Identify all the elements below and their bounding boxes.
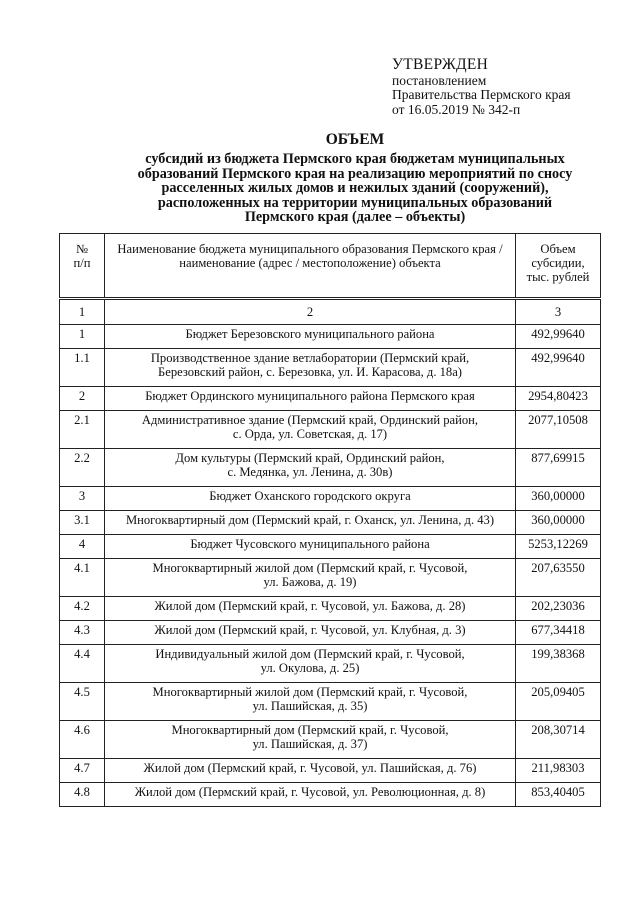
approval-stamp xyxy=(392,58,571,117)
table-row xyxy=(60,535,601,559)
row-name-line: Березовский район, с. Березовка, ул. И. Карасова, д. 18а) xyxy=(158,365,462,380)
row-value: 2077,10508 xyxy=(516,411,601,449)
subtitle-line: расположенных на территории муниципальных образований xyxy=(157,194,553,211)
row-name xyxy=(105,621,516,645)
table-row xyxy=(60,621,601,645)
header-num: № п/п xyxy=(60,234,105,299)
row-number: 4.8 xyxy=(60,783,105,807)
row-name xyxy=(105,449,516,487)
row-number: 4.1 xyxy=(60,559,105,597)
row-number: 2.1 xyxy=(60,411,105,449)
row-name xyxy=(105,645,516,683)
row-name-line: Жилой дом (Пермский край, г. Чусовой, ул. Клубная, д. 3) xyxy=(154,623,466,637)
document-subtitle xyxy=(60,152,640,225)
row-name xyxy=(105,511,516,535)
row-value: 199,38368 xyxy=(516,645,601,683)
row-name xyxy=(105,759,516,783)
table-row xyxy=(60,487,601,511)
row-name-line: Производственное здание ветлаборатории (Пермский край, xyxy=(150,351,470,365)
row-name-line: ул. Пашийская, д. 37) xyxy=(252,737,368,752)
row-name-line: с. Медянка, ул. Ленина, д. 30в) xyxy=(227,465,393,480)
row-number: 3.1 xyxy=(60,511,105,535)
row-name xyxy=(105,783,516,807)
row-value: 202,23036 xyxy=(516,597,601,621)
table-row xyxy=(60,449,601,487)
row-name-line: Индивидуальный жилой дом (Пермский край, г. Чусовой, xyxy=(155,647,465,661)
row-name xyxy=(105,535,516,559)
document-title: ОБЪЕМ xyxy=(325,131,385,148)
row-name xyxy=(105,325,516,349)
approval-line: от 16.05.2019 № 342-п xyxy=(392,101,521,117)
row-name xyxy=(105,387,516,411)
row-value: 5253,12269 xyxy=(516,535,601,559)
table-index-row xyxy=(60,299,601,325)
row-value: 492,99640 xyxy=(516,325,601,349)
table-row xyxy=(60,645,601,683)
row-name-line: ул. Бажова, д. 19) xyxy=(263,575,357,590)
row-value: 360,00000 xyxy=(516,511,601,535)
index-cell: 1 xyxy=(60,299,105,325)
table-row xyxy=(60,559,601,597)
row-name-line: Многоквартирный жилой дом (Пермский край, г. Чусовой, xyxy=(152,685,468,699)
row-number: 1 xyxy=(60,325,105,349)
row-number: 4.3 xyxy=(60,621,105,645)
table-row xyxy=(60,759,601,783)
row-value: 853,40405 xyxy=(516,783,601,807)
row-number: 3 xyxy=(60,487,105,511)
index-cell: 3 xyxy=(516,299,601,325)
subtitle-line: образований Пермского края на реализацию мероприятий по сносу xyxy=(137,165,573,182)
table-row xyxy=(60,721,601,759)
row-name-line: Бюджет Чусовского муниципального района xyxy=(190,537,430,551)
row-value: 207,63550 xyxy=(516,559,601,597)
row-name-line: Многоквартирный дом (Пермский край, г. Чусовой, xyxy=(171,723,449,737)
row-value: 492,99640 xyxy=(516,349,601,387)
subtitle-line: Пермского края (далее – объекты) xyxy=(244,209,466,225)
row-number: 4 xyxy=(60,535,105,559)
row-name-line: Жилой дом (Пермский край, г. Чусовой, ул. Бажова, д. 28) xyxy=(154,599,466,613)
row-name xyxy=(105,721,516,759)
row-name xyxy=(105,411,516,449)
table-row xyxy=(60,683,601,721)
row-name-line: Многоквартирный дом (Пермский край, г. Оханск, ул. Ленина, д. 43) xyxy=(125,513,495,527)
row-name-line: ул. Окулова, д. 25) xyxy=(260,661,360,676)
table-row xyxy=(60,349,601,387)
approval-line: постановлением xyxy=(392,72,487,88)
header-name: Наименование бюджета муниципального образования Пермского края / наименование (адрес / местоположение) объекта xyxy=(105,234,516,299)
row-name xyxy=(105,559,516,597)
row-value: 205,09405 xyxy=(516,683,601,721)
table-row xyxy=(60,411,601,449)
row-value: 877,69915 xyxy=(516,449,601,487)
row-name-line: ул. Пашийская, д. 35) xyxy=(252,699,368,714)
subsidy-table xyxy=(59,233,601,807)
row-number: 4.2 xyxy=(60,597,105,621)
row-value: 2954,80423 xyxy=(516,387,601,411)
row-name-line: Дом культуры (Пермский край, Ординский район, xyxy=(175,451,445,465)
row-name-line: Бюджет Оханского городского округа xyxy=(209,489,411,503)
approval-line: Правительства Пермского края xyxy=(392,87,571,102)
row-value: 211,98303 xyxy=(516,759,601,783)
row-name xyxy=(105,597,516,621)
row-name-line: Жилой дом (Пермский край, г. Чусовой, ул. Пашийская, д. 76) xyxy=(143,761,477,775)
row-number: 4.5 xyxy=(60,683,105,721)
row-name-line: Административное здание (Пермский край, Ординский район, xyxy=(141,413,479,427)
index-cell: 2 xyxy=(105,299,516,325)
row-number: 1.1 xyxy=(60,349,105,387)
row-number: 4.6 xyxy=(60,721,105,759)
row-number: 4.7 xyxy=(60,759,105,783)
row-name-line: Бюджет Березовского муниципального района xyxy=(185,327,435,341)
row-value: 360,00000 xyxy=(516,487,601,511)
header-value: Объем субсидии, тыс. рублей xyxy=(516,234,601,299)
row-name-line: Многоквартирный жилой дом (Пермский край, г. Чусовой, xyxy=(152,561,468,575)
subtitle-line: субсидий из бюджета Пермского края бюджетам муниципальных xyxy=(145,151,565,167)
row-name-line: Бюджет Ординского муниципального района Пермского края xyxy=(145,389,475,403)
row-name xyxy=(105,487,516,511)
row-number: 4.4 xyxy=(60,645,105,683)
row-value: 677,34418 xyxy=(516,621,601,645)
table-header-row xyxy=(60,234,601,299)
row-name xyxy=(105,349,516,387)
row-number: 2.2 xyxy=(60,449,105,487)
subtitle-line: расселенных жилых домов и нежилых зданий (сооружений), xyxy=(161,180,549,196)
table-row xyxy=(60,325,601,349)
row-value: 208,30714 xyxy=(516,721,601,759)
table-row xyxy=(60,511,601,535)
row-name xyxy=(105,683,516,721)
row-name-line: Жилой дом (Пермский край, г. Чусовой, ул. Революционная, д. 8) xyxy=(134,785,486,799)
table-row xyxy=(60,783,601,807)
row-name-line: с. Орда, ул. Советская, д. 17) xyxy=(232,427,388,442)
table-row xyxy=(60,597,601,621)
row-number: 2 xyxy=(60,387,105,411)
approval-word: УТВЕРЖДЕН xyxy=(392,56,489,73)
table-row xyxy=(60,387,601,411)
